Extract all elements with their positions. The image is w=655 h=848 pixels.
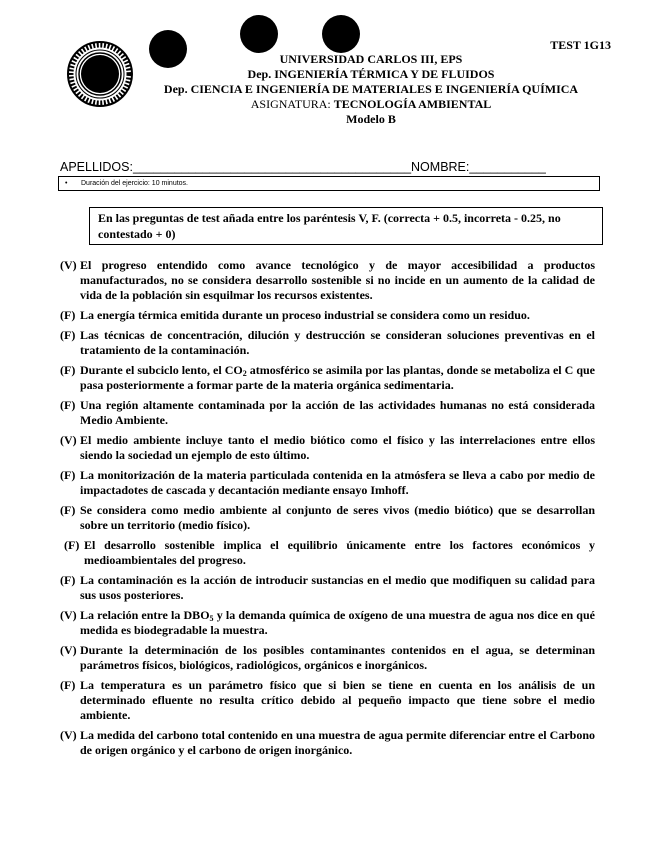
answer-mark[interactable]: (V) — [60, 728, 77, 742]
header-department-2: Dep. CIENCIA E INGENIERÍA DE MATERIALES E INGENIERÍA QUÍMICA — [163, 82, 579, 96]
question-text: El progreso entendido como avance tecnológico y de mayor accesibilidad a productos manufacturados, no se considera desarrollo sostenible si no incide en un aumento de la calidad de vida de la población sin esquilmar los recursos existentes. — [80, 258, 595, 302]
apellidos-field[interactable]: ________________________________________ — [132, 160, 412, 174]
answer-mark[interactable]: (V) — [60, 433, 77, 447]
duration-box — [58, 176, 600, 191]
question-text-a: Durante el subciclo lento, el CO — [80, 363, 243, 377]
question-text: La energía térmica emitida durante un proceso industrial se considera como un residuo. — [80, 308, 530, 322]
question-text: El medio ambiente incluye tanto el medio biótico como el físico y las interrelaciones entre ellos siendo la sociedad un ejemplo de esto último. — [80, 433, 595, 462]
question-item — [60, 608, 595, 638]
question-text-a: La relación entre la DBO — [80, 608, 210, 622]
header-university: UNIVERSIDAD CARLOS III, EPS — [279, 52, 463, 66]
question-item — [60, 328, 595, 358]
answer-mark[interactable]: (F) — [60, 308, 76, 322]
question-item — [60, 398, 595, 428]
subscript: 2 — [242, 369, 247, 378]
question-text: La monitorización de la materia particulada contenida en la atmósfera se lleva a cabo por medio de impactadotes de cascada y decantación mediante ensayo Imhoff. — [80, 468, 595, 497]
name-fields-line — [60, 160, 600, 174]
question-item — [60, 433, 595, 463]
subscript: 5 — [209, 614, 214, 623]
question-item — [60, 503, 595, 533]
answer-mark[interactable]: (V) — [60, 643, 77, 657]
answer-mark[interactable]: (F) — [60, 503, 76, 517]
asignatura-label: ASIGNATURA: — [250, 97, 334, 111]
answer-mark[interactable]: (F) — [60, 468, 76, 482]
asignatura-value: TECNOLOGÍA AMBIENTAL — [333, 97, 492, 111]
question-text: Durante la determinación de los posibles contaminantes contenidos en el agua, se determinan parámetros físicos, biológicos, radiológicos, orgánicos e inorgánicos. — [80, 643, 595, 672]
decorative-dot — [322, 15, 360, 53]
answer-mark[interactable]: (F) — [60, 573, 76, 587]
question-item — [60, 258, 595, 303]
question-item — [60, 643, 595, 673]
question-item — [60, 728, 595, 758]
answer-mark[interactable]: (F) — [60, 363, 76, 377]
question-text: La medida del carbono total contenido en una muestra de agua permite diferenciar entre el Carbono de origen orgánico y el carbono de origen inorgánico. — [80, 728, 595, 757]
nombre-label: NOMBRE: — [411, 160, 470, 174]
question-text: El desarrollo sostenible implica el equilibrio únicamente entre los factores económicos y medioambientales del progreso. — [84, 538, 595, 567]
test-code: TEST 1G13 — [550, 38, 611, 52]
header-asignatura — [140, 97, 602, 112]
instructions-box: En las preguntas de test añada entre los paréntesis V, F. (correcta + 0.5, incorreta - 0.25, no contestado + 0) — [89, 207, 603, 245]
question-list — [60, 258, 595, 763]
header-department-1: Dep. INGENIERÍA TÉRMICA Y DE FLUIDOS — [247, 67, 495, 81]
header-modelo: Modelo B — [346, 112, 396, 126]
question-item — [64, 538, 595, 568]
question-item — [60, 573, 595, 603]
answer-mark[interactable]: (F) — [60, 678, 76, 692]
question-text: La contaminación es la acción de introducir sustancias en el medio que modifiquen su calidad para sus usos posteriores. — [80, 573, 595, 602]
question-text: Las técnicas de concentración, dilución y destrucción se consideran soluciones preventivas en el tratamiento de la contaminación. — [80, 328, 595, 357]
bullet-icon: • — [65, 180, 68, 187]
answer-mark[interactable]: (F) — [60, 328, 76, 342]
question-item — [60, 468, 595, 498]
question-text: La temperatura es un parámetro físico que si bien se tiene en cuenta en los análisis de un determinado efluente no resulta crítico debido al pequeño impacto que tiene sobre el medio ambiente. — [80, 678, 595, 722]
answer-mark[interactable]: (F) — [60, 398, 76, 412]
question-text: Se considera como medio ambiente al conjunto de seres vivos (medio biótico) que se desarrollan sobre un territorio (medio físico). — [80, 503, 595, 532]
answer-mark[interactable]: (V) — [60, 258, 77, 272]
university-seal-logo — [66, 40, 134, 108]
document-header — [140, 52, 602, 127]
decorative-dot — [240, 15, 278, 53]
duration-text: Duración del ejercicio: 10 minutos. — [81, 180, 188, 187]
question-item — [60, 308, 595, 323]
answer-mark[interactable]: (F) — [64, 538, 80, 552]
nombre-field[interactable]: ___________ — [469, 160, 546, 174]
question-item — [60, 678, 595, 723]
question-text-b: y la demanda química de oxígeno de una muestra de agua nos dice en qué medida es biodegradable la muestra. — [80, 608, 595, 637]
question-text-b: atmosférico se asimila por las plantas, donde se metaboliza el C que pasa posteriormente a formar parte de la materia orgánica sedimentaria. — [80, 363, 595, 392]
apellidos-label: APELLIDOS: — [60, 160, 133, 174]
question-item — [60, 363, 595, 393]
answer-mark[interactable]: (V) — [60, 608, 77, 622]
question-text: Una región altamente contaminada por la acción de las actividades humanas no está considerada Medio Ambiente. — [80, 398, 595, 427]
